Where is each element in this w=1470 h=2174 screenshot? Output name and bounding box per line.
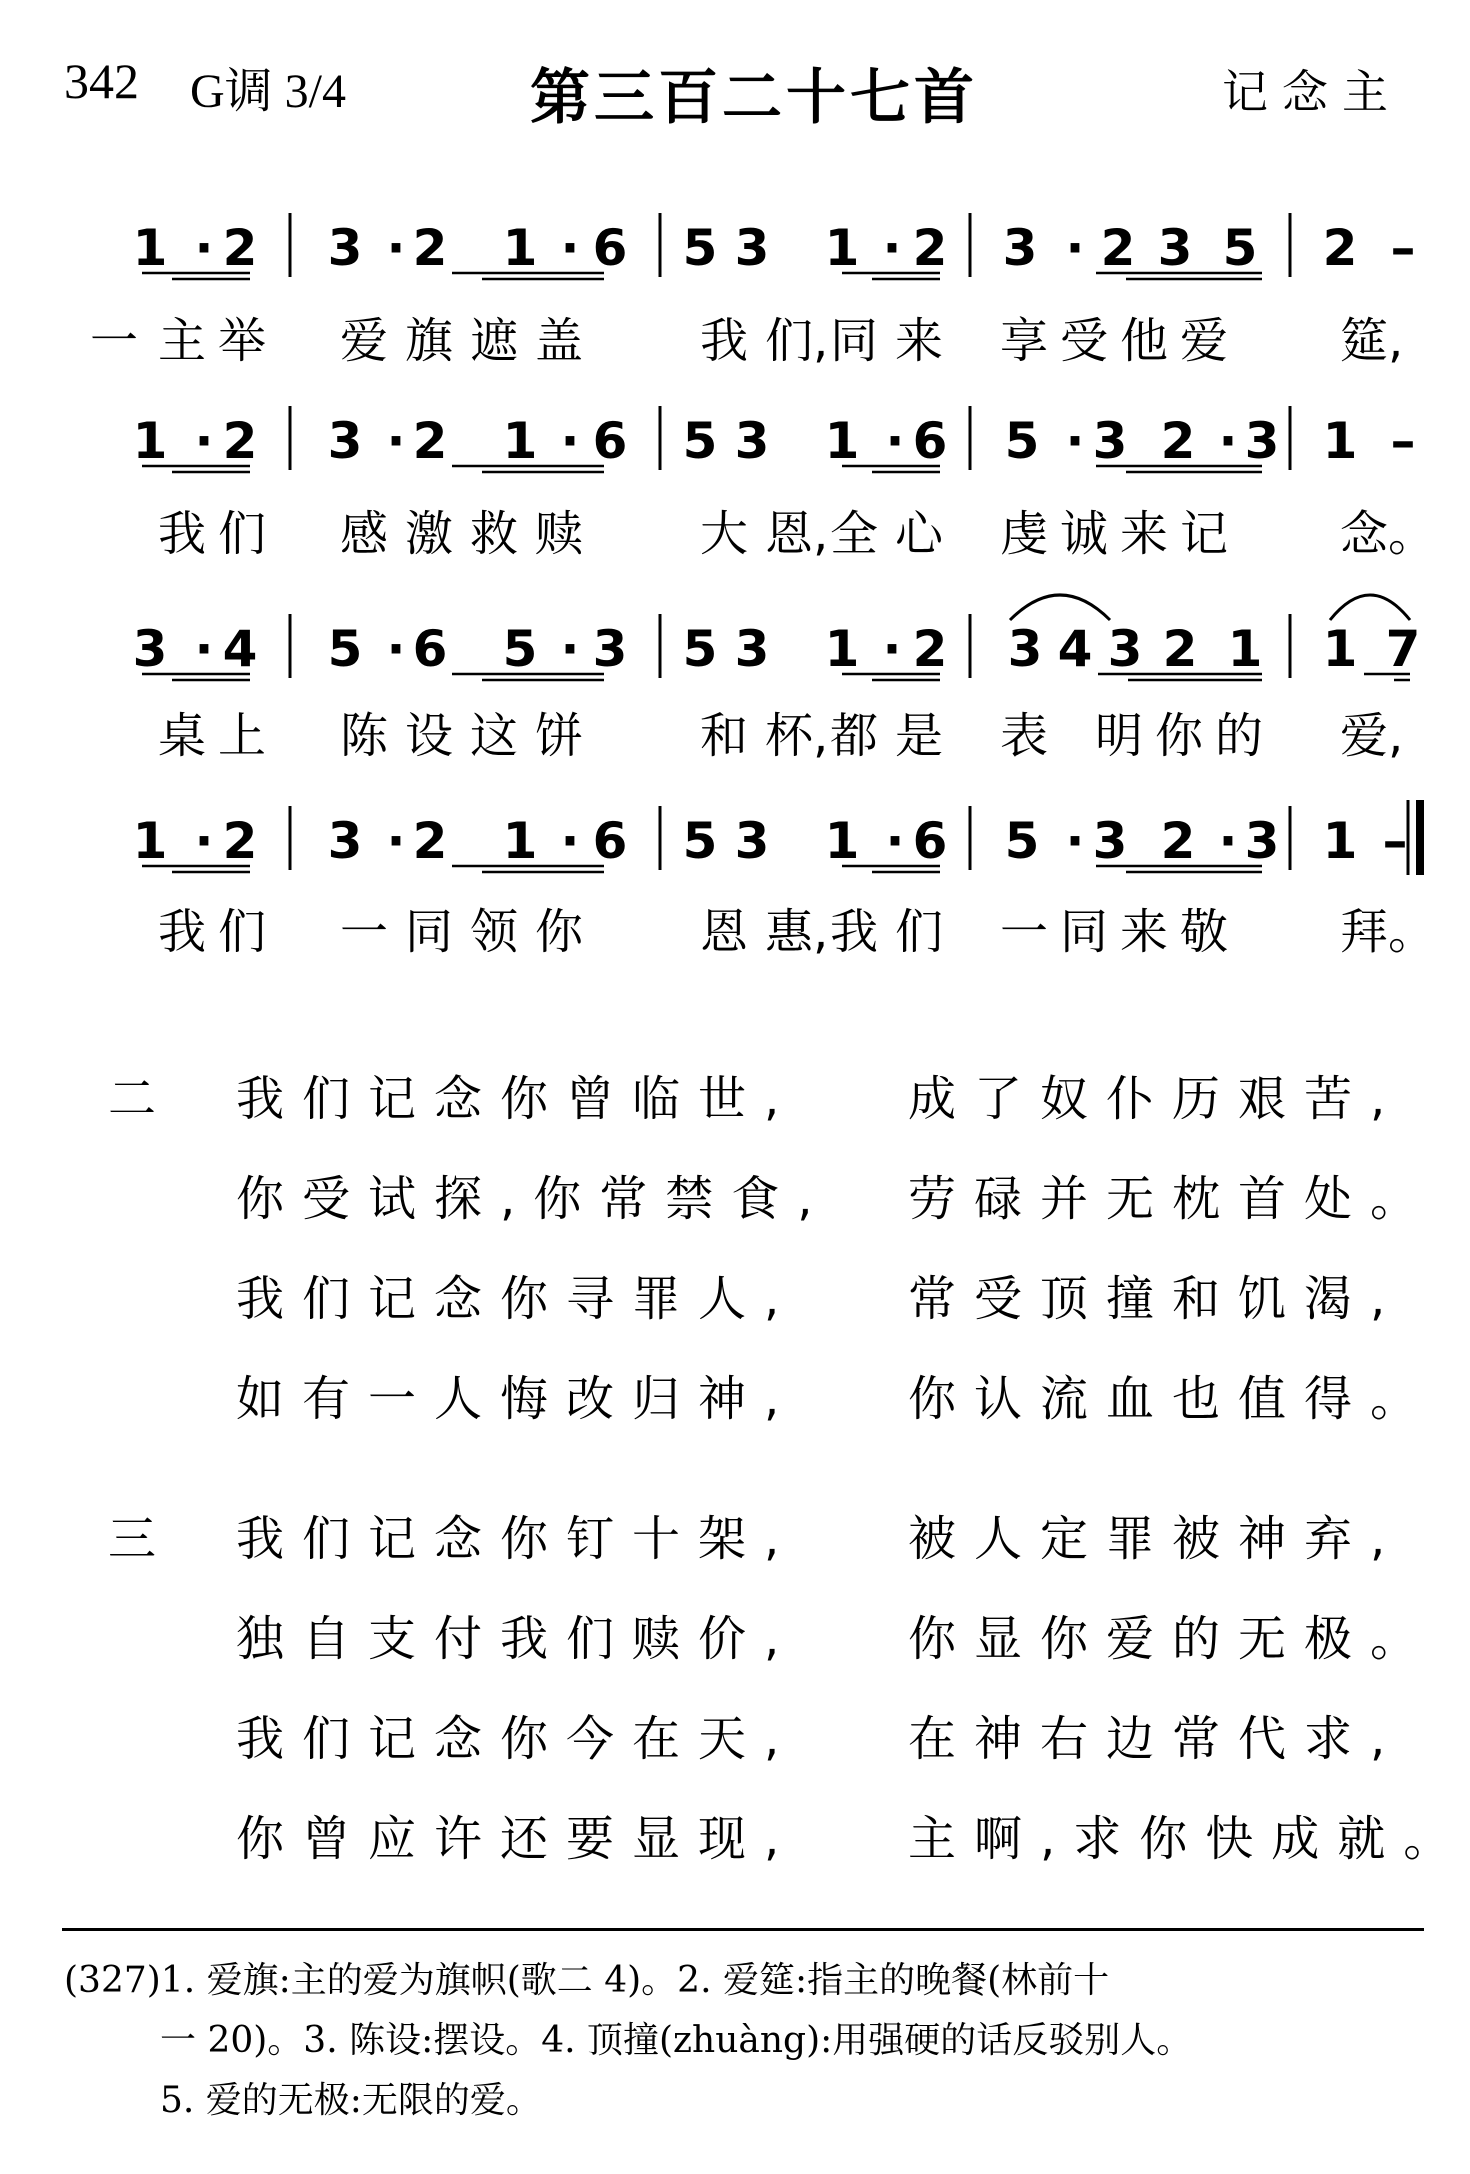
lyric-syllable: 一 — [1000, 904, 1049, 960]
note: 6 — [412, 620, 448, 678]
note: 1 — [824, 812, 860, 870]
lyric-syllable: 来 — [1120, 904, 1169, 960]
note: 3 — [1007, 620, 1043, 678]
verse-line-second-half: 你认流血也值得。 — [908, 1371, 1437, 1427]
note: · — [560, 620, 580, 678]
note: 3 — [132, 620, 168, 678]
verse-line-second-half: 常受顶撞和饥渴, — [908, 1271, 1404, 1327]
verse-line-second-half: 劳碌并无枕首处。 — [908, 1171, 1437, 1227]
note: 1 — [824, 219, 860, 277]
note: · — [560, 812, 580, 870]
note: 1 — [1322, 812, 1358, 870]
lyric-syllable: 惠, — [765, 904, 829, 960]
note: 1 — [132, 812, 168, 870]
note: 6 — [912, 412, 948, 470]
note: · — [386, 620, 406, 678]
note: 2 — [1160, 812, 1196, 870]
lyric-syllable: 我 — [700, 313, 749, 369]
hymn-number: 342 — [64, 53, 139, 109]
note: 3 — [1157, 219, 1193, 277]
note: 6 — [592, 412, 628, 470]
note: 7 — [1385, 620, 1421, 678]
lyric-syllable: 盖 — [535, 313, 584, 369]
note: 3 — [1092, 412, 1128, 470]
note: 6 — [592, 812, 628, 870]
note: · — [1218, 412, 1238, 470]
note: 2 — [222, 219, 258, 277]
lyric-syllable: 们 — [218, 904, 267, 960]
lyric-syllable: 主 — [158, 313, 207, 369]
note: 6 — [912, 812, 948, 870]
lyric-syllable: 救 — [470, 506, 519, 562]
lyric-syllable: 陈 — [340, 708, 389, 764]
lyric-syllable: 一 — [340, 904, 389, 960]
lyric-syllable: 受 — [1060, 313, 1109, 369]
note: 3 — [327, 812, 363, 870]
note: 1 — [1227, 620, 1263, 678]
footnote-line-1: (327)1. 爱旗:主的爱为旗帜(歌二 4)。2. 爱筵:指主的晚餐(林前十 — [64, 1960, 1110, 2001]
lyric-syllable: 都 — [830, 708, 879, 764]
lyric-syllable: 大 — [700, 506, 749, 562]
lyric-syllable: 爱, — [1340, 708, 1404, 764]
lyric-syllable: 一 — [90, 313, 139, 369]
lyric-syllable: 他 — [1120, 313, 1169, 369]
note: 1 — [1322, 412, 1358, 470]
lyric-syllable: 这 — [470, 708, 519, 764]
verse-line-first-half: 我们记念你曾临世, — [236, 1071, 798, 1127]
note: 5 — [1222, 219, 1258, 277]
note: 3 — [734, 812, 770, 870]
lyric-syllable: 你 — [535, 904, 584, 960]
verse-line-first-half: 如有一人悔改归神, — [236, 1371, 798, 1427]
note: 6 — [592, 219, 628, 277]
note: 2 — [1160, 412, 1196, 470]
note: – — [1390, 412, 1416, 470]
lyric-syllable: 激 — [405, 506, 454, 562]
footnote-line-2: 一 20)。3. 陈设:摆设。4. 顶撞(zhuàng):用强硬的话反驳别人。 — [160, 2020, 1193, 2061]
lyric-syllable: 表 — [1000, 708, 1049, 764]
note: · — [560, 219, 580, 277]
note: 1 — [502, 219, 538, 277]
note: 1 — [502, 812, 538, 870]
note: 2 — [222, 812, 258, 870]
note: 2 — [412, 812, 448, 870]
note: 2 — [912, 219, 948, 277]
lyric-syllable: 恩 — [700, 904, 749, 960]
note: · — [1065, 412, 1085, 470]
lyric-syllable: 爱 — [340, 313, 389, 369]
verse-line-first-half: 我们记念你钉十架, — [236, 1511, 798, 1567]
lyric-syllable: 赎 — [535, 506, 584, 562]
footnote-divider — [62, 1928, 1424, 1931]
lyric-syllable: 上 — [218, 708, 267, 764]
note: · — [1065, 219, 1085, 277]
note: · — [882, 620, 902, 678]
lyric-syllable: 你 — [1155, 708, 1204, 764]
verse-line-first-half: 我们记念你今在天, — [236, 1711, 798, 1767]
lyric-syllable: 是 — [895, 708, 944, 764]
note: 5 — [682, 620, 718, 678]
hymn-title: 第三百二十七首 — [530, 63, 978, 133]
hymn-category: 记念主 — [1222, 65, 1402, 119]
verse-number: 二 — [108, 1071, 157, 1127]
lyric-syllable: 举 — [218, 313, 267, 369]
lyric-syllable: 桌 — [158, 708, 207, 764]
note: · — [560, 412, 580, 470]
note: 3 — [734, 219, 770, 277]
verse-line-second-half: 主啊,求你快成就。 — [908, 1811, 1470, 1867]
lyric-syllable: 们 — [218, 506, 267, 562]
slur-mark — [1330, 595, 1410, 620]
lyric-syllable: 杯, — [765, 708, 829, 764]
note: 3 — [327, 412, 363, 470]
verse-line-second-half: 在神右边常代求, — [908, 1711, 1404, 1767]
lyric-syllable: 来 — [895, 313, 944, 369]
note: · — [194, 620, 214, 678]
key-and-meter: G调 3/4 — [190, 65, 347, 118]
lyric-syllable: 设 — [405, 708, 454, 764]
note: · — [386, 812, 406, 870]
note: · — [882, 219, 902, 277]
note: 5 — [682, 412, 718, 470]
verse-line-second-half: 你显你爱的无极。 — [908, 1611, 1437, 1667]
lyric-syllable: 心 — [895, 506, 944, 562]
note: 1 — [502, 412, 538, 470]
note: 5 — [502, 620, 538, 678]
lyric-syllable: 遮 — [470, 313, 519, 369]
lyric-syllable: 恩, — [765, 506, 829, 562]
verse-line-second-half: 成了奴仆历艰苦, — [908, 1071, 1404, 1127]
lyric-syllable: 同 — [830, 313, 879, 369]
note: · — [1065, 812, 1085, 870]
note: – — [1390, 219, 1416, 277]
lyric-syllable: 的 — [1215, 708, 1264, 764]
note: 3 — [1244, 812, 1280, 870]
note: 3 — [1244, 412, 1280, 470]
verse-line-second-half: 被人定罪被神弃, — [908, 1511, 1404, 1567]
verse-line-first-half: 独自支付我们赎价, — [236, 1611, 798, 1667]
note: 2 — [412, 219, 448, 277]
note: · — [885, 412, 905, 470]
note: 4 — [222, 620, 258, 678]
verse-line-first-half: 你受试探,你常禁食, — [236, 1171, 831, 1227]
note: – — [1382, 812, 1408, 870]
note: · — [194, 412, 214, 470]
note: · — [1218, 812, 1238, 870]
lyric-syllable: 享 — [1000, 313, 1049, 369]
lyric-syllable: 领 — [470, 904, 519, 960]
note: 2 — [222, 412, 258, 470]
note: 3 — [1002, 219, 1038, 277]
lyric-syllable: 拜。 — [1340, 904, 1437, 960]
slur-mark — [1010, 595, 1110, 620]
note: 3 — [327, 219, 363, 277]
note: 2 — [1162, 620, 1198, 678]
note: 3 — [734, 620, 770, 678]
note: 4 — [1057, 620, 1093, 678]
note: 3 — [592, 620, 628, 678]
verse-line-first-half: 你曾应许还要显现, — [236, 1811, 798, 1867]
lyric-syllable: 饼 — [535, 708, 584, 764]
lyric-syllable: 同 — [405, 904, 454, 960]
lyric-syllable: 诚 — [1060, 506, 1109, 562]
verse-number: 三 — [108, 1511, 157, 1567]
jianpu-score — [0, 0, 1470, 980]
lyric-syllable: 敬 — [1180, 904, 1229, 960]
note: 3 — [734, 412, 770, 470]
note: · — [386, 412, 406, 470]
lyric-syllable: 们 — [895, 904, 944, 960]
lyric-syllable: 感 — [340, 506, 389, 562]
note: 1 — [1322, 620, 1358, 678]
note: 5 — [1004, 412, 1040, 470]
lyric-syllable: 筵, — [1340, 313, 1404, 369]
verse-line-first-half: 我们记念你寻罪人, — [236, 1271, 798, 1327]
note: · — [194, 812, 214, 870]
lyric-syllable: 我 — [158, 904, 207, 960]
note: · — [386, 219, 406, 277]
lyric-syllable: 念。 — [1340, 506, 1437, 562]
note: 3 — [1092, 812, 1128, 870]
lyric-syllable: 们, — [765, 313, 829, 369]
note: · — [194, 219, 214, 277]
note: 2 — [912, 620, 948, 678]
lyric-syllable: 和 — [700, 708, 749, 764]
note: 2 — [412, 412, 448, 470]
note: 5 — [1004, 812, 1040, 870]
note: · — [885, 812, 905, 870]
note: 5 — [327, 620, 363, 678]
lyric-syllable: 全 — [830, 506, 879, 562]
note: 1 — [824, 412, 860, 470]
lyric-syllable: 明 — [1095, 708, 1144, 764]
lyric-syllable: 我 — [158, 506, 207, 562]
note: 1 — [132, 412, 168, 470]
note: 5 — [682, 812, 718, 870]
note: 1 — [824, 620, 860, 678]
lyric-syllable: 同 — [1060, 904, 1109, 960]
footnote-line-3: 5. 爱的无极:无限的爱。 — [160, 2080, 542, 2121]
note: 1 — [132, 219, 168, 277]
lyric-syllable: 记 — [1180, 506, 1229, 562]
note: 2 — [1100, 219, 1136, 277]
lyric-syllable: 旗 — [405, 313, 454, 369]
lyric-syllable: 来 — [1120, 506, 1169, 562]
note: 5 — [682, 219, 718, 277]
lyric-syllable: 虔 — [1000, 506, 1049, 562]
note: 3 — [1107, 620, 1143, 678]
lyric-syllable: 爱 — [1180, 313, 1229, 369]
note: 2 — [1322, 219, 1358, 277]
lyric-syllable: 我 — [830, 904, 879, 960]
